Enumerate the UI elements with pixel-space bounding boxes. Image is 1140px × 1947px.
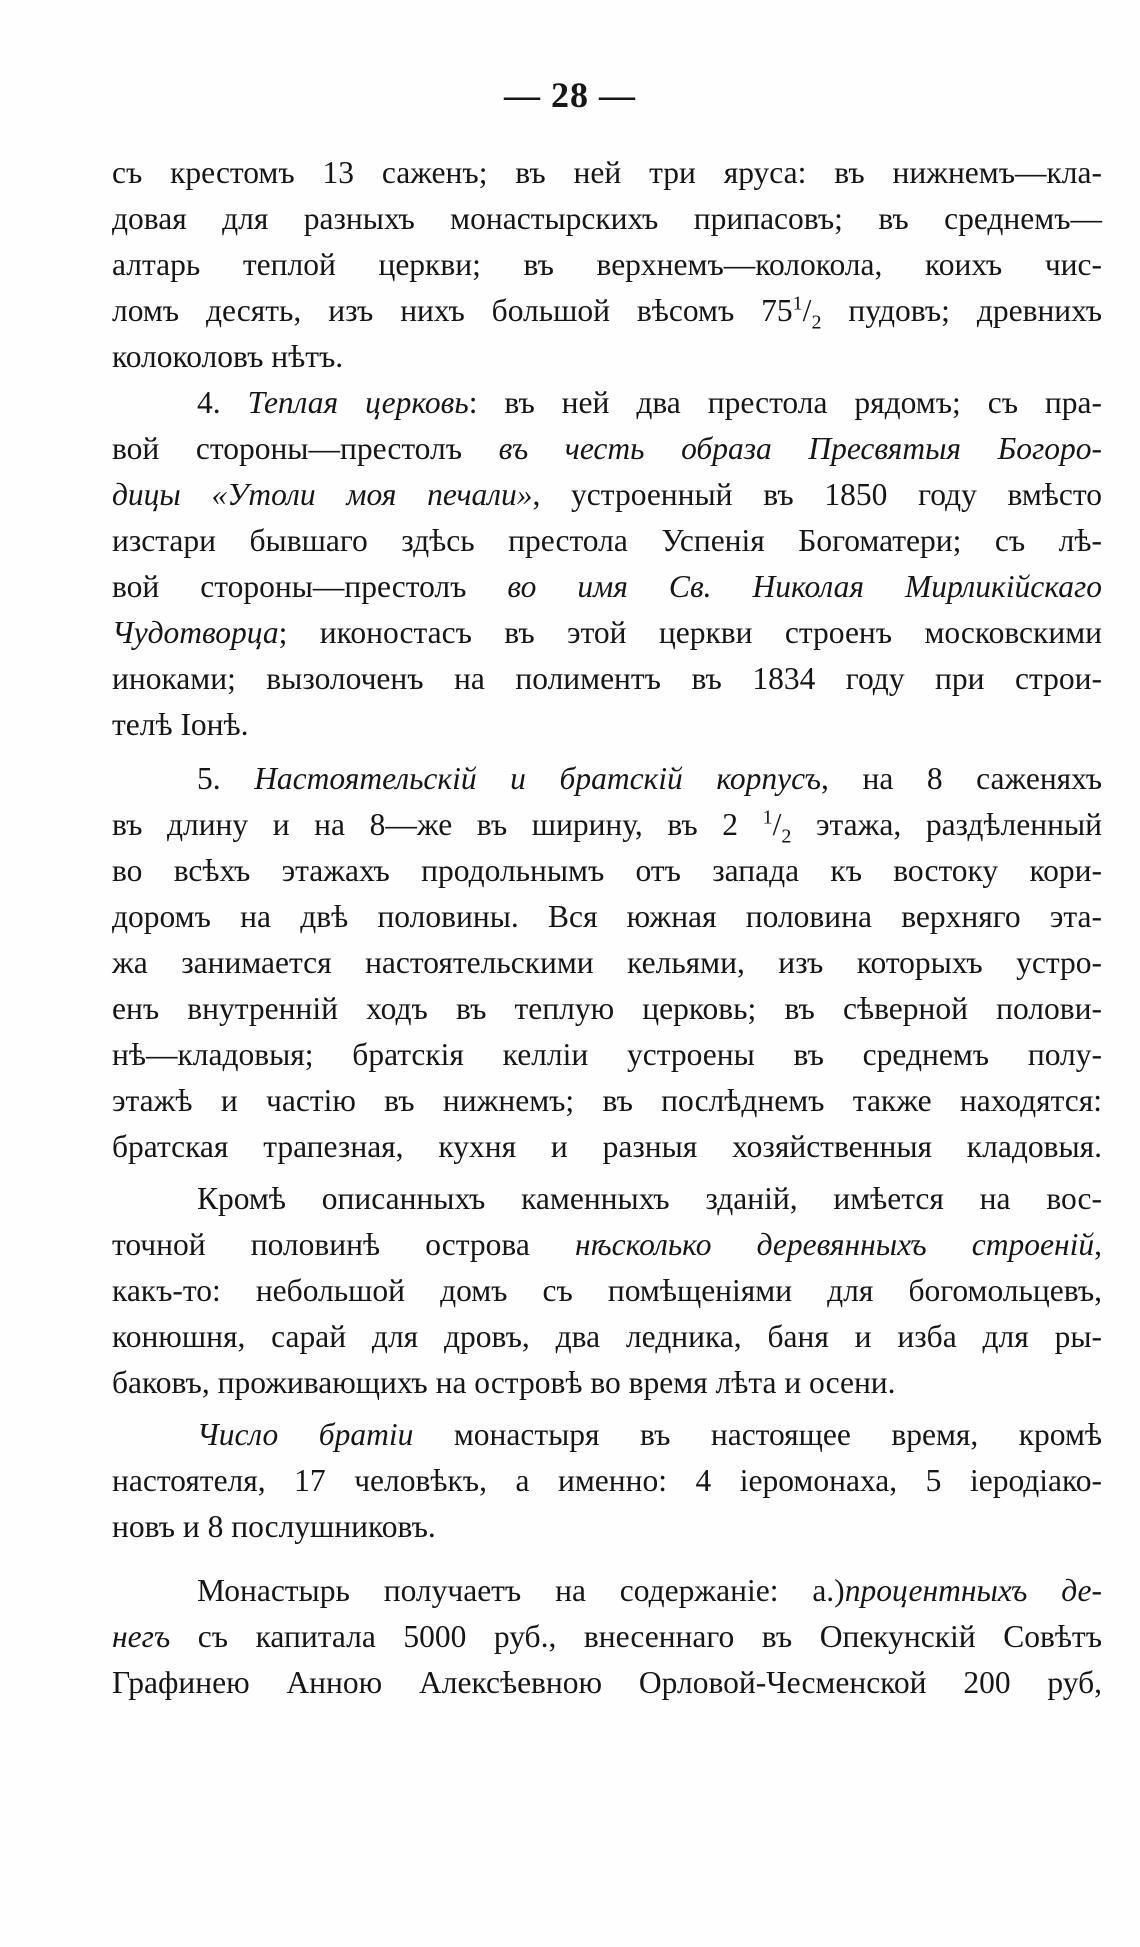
text-line: во всѣхъ этажахъ продольнымъ отъ запада къ востоку кори- xyxy=(112,853,1102,888)
text-line: конюшня, сарай для дровъ, два ледника, баня и изба для ры- xyxy=(112,1319,1102,1354)
text-line: ломъ десять, изъ нихъ большой вѣсомъ $75^1/_2$ пудовъ; древнихъ xyxy=(112,292,1103,334)
text-line: жа занимается настоятельскими кельями, изъ которыхъ устро- xyxy=(112,945,1102,980)
text-line: въ длину и на 8—же въ ширину, въ 2 $^1/_2$ этажа, раздѣленный xyxy=(112,806,1102,848)
paragraph-wooden-buildings xyxy=(112,1176,1102,1406)
text-line: Монастырь получаетъ на содержаніе: а.)процентныхъ де- xyxy=(197,1573,1102,1608)
text-line: съ крестомъ 13 саженъ; въ ней три яруса: въ нижнемъ—кла- xyxy=(112,155,1102,190)
page-body xyxy=(112,150,1102,1706)
text-line: колоколовъ нѣтъ. xyxy=(112,339,344,374)
paragraph-belfry-end xyxy=(112,150,1102,380)
text-line: дицы «Утоли моя печали», устроенный въ 1850 году вмѣсто xyxy=(112,477,1102,512)
text-line: Чудотворца; иконостасъ въ этой церкви строенъ московскими xyxy=(112,615,1102,650)
text-line: 4. Теплая церковь: въ ней два престола рядомъ; съ пра- xyxy=(197,385,1102,420)
text-line: телѣ Іонѣ. xyxy=(112,707,249,742)
italic-term: во имя Св. Николая Мирликійскаго xyxy=(507,569,1102,604)
text-line: какъ-то: небольшой домъ съ помѣщеніями для богомольцевъ, xyxy=(112,1273,1102,1308)
text-line: вой стороны—престолъ въ честь образа Пресвятыя Богоро- xyxy=(112,431,1102,466)
text-line: иноками; вызолоченъ на полиментъ въ 1834 году при строи- xyxy=(112,661,1102,696)
text-line: этажѣ и частію въ нижнемъ; въ послѣднемъ также находятся: xyxy=(112,1083,1102,1118)
text-line: довая для разныхъ монастырскихъ припасовъ; въ среднемъ— xyxy=(112,201,1102,236)
text-line: енъ внутренній ходъ въ теплую церковь; въ сѣверной полови- xyxy=(112,991,1102,1026)
italic-term: дицы «Утоли моя печали» xyxy=(112,477,533,512)
text-line: доромъ на двѣ половины. Вся южная половина верхняго эта- xyxy=(112,899,1102,934)
text-line: алтарь теплой церкви; въ верхнемъ—колокола, коихъ чис- xyxy=(112,247,1102,282)
text-line: вой стороны—престолъ во имя Св. Николая Мирликійскаго xyxy=(112,569,1102,604)
italic-term: въ честь образа Пресвятыя Богоро- xyxy=(498,431,1102,466)
italic-term: негъ xyxy=(112,1619,171,1654)
text-line: Графинею Анною Алексѣевною Орловой-Чесменской 200 руб, xyxy=(112,1665,1102,1700)
italic-term: Чудотворца xyxy=(112,615,279,650)
page-number: — 28 — xyxy=(504,75,636,115)
text-line: баковъ, проживающихъ на островѣ во время лѣта и осени. xyxy=(112,1365,896,1400)
text-line: негъ съ капитала 5000 руб., внесеннаго въ Опекунскій Совѣтъ xyxy=(112,1619,1102,1654)
text-line: точной половинѣ острова нѣсколько деревянныхъ строеній, xyxy=(112,1227,1102,1262)
italic-term: Число братіи xyxy=(197,1417,414,1452)
italic-term: нѣсколько деревянныхъ строеній xyxy=(574,1227,1095,1262)
text-line: братская трапезная, кухня и разныя хозяйственныя кладовыя. xyxy=(112,1129,1102,1164)
text-line: Кромѣ описанныхъ каменныхъ зданій, имѣется на вос- xyxy=(197,1181,1102,1216)
text-line: изстари бывшаго здѣсь престола Успенія Богоматери; съ лѣ- xyxy=(112,523,1102,558)
text-line: настоятеля, 17 человѣкъ, а именно: 4 іеромонаха, 5 іеродіако- xyxy=(112,1463,1102,1498)
text-line: новъ и 8 послушниковъ. xyxy=(112,1509,436,1544)
italic-term: процентныхъ де- xyxy=(844,1573,1102,1608)
paragraph-brethren xyxy=(112,1412,1102,1550)
text-line: Число братіи монастыря въ настоящее время, кромѣ xyxy=(197,1417,1102,1452)
text-line: нѣ—кладовыя; братскія келліи устроены въ среднемъ полу- xyxy=(112,1037,1102,1072)
text-line: 5. Настоятельскій и братскій корпусъ, на 8 саженяхъ xyxy=(197,761,1103,796)
paragraph-rector-building xyxy=(112,756,1102,1170)
italic-term: Настоятельскій и братскій корпусъ xyxy=(254,761,822,796)
paragraph-warm-church xyxy=(112,380,1102,748)
paragraph-income xyxy=(112,1568,1102,1706)
italic-term: Теплая церковь xyxy=(247,385,469,420)
